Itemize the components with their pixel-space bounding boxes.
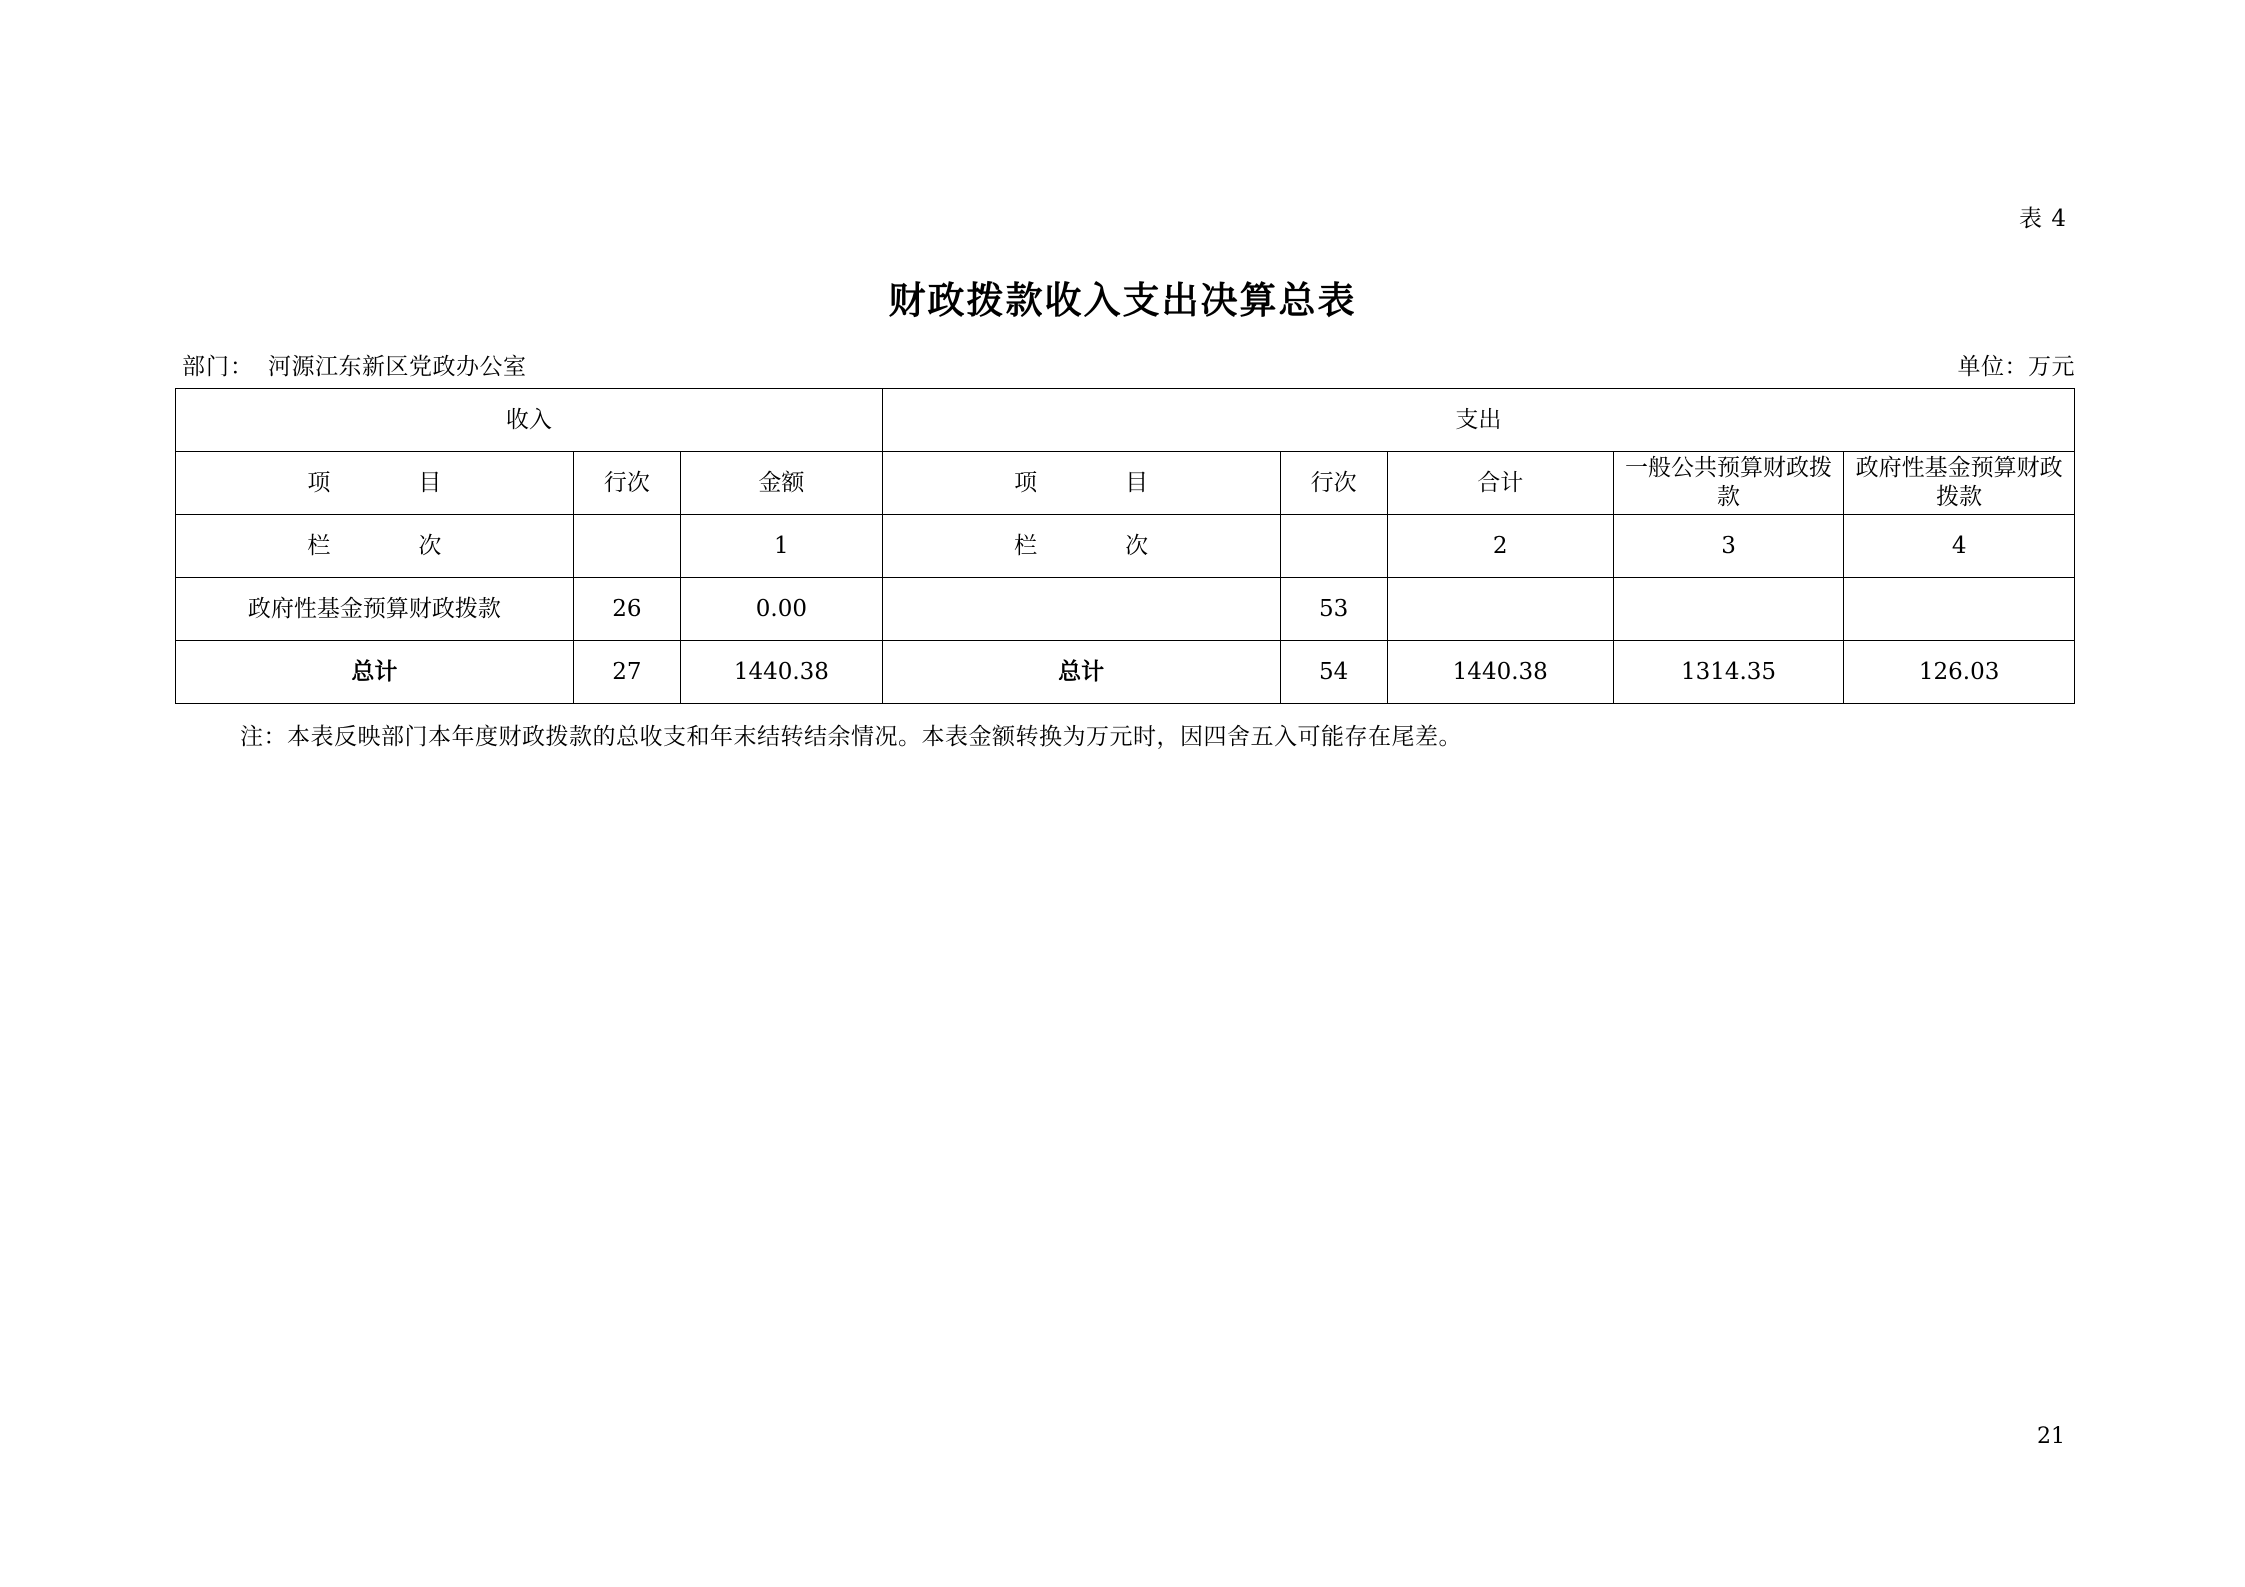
total-expenditure-total: 1440.38 [1387, 641, 1613, 704]
table-row-total [176, 641, 2075, 704]
index-general-public-budget: 3 [1613, 515, 1844, 578]
index-income-line [573, 515, 680, 578]
unit-label: 单位：万元 [1957, 354, 2075, 380]
header-expenditure-item: 项 目 [882, 452, 1280, 515]
index-expenditure-line [1280, 515, 1387, 578]
header-income-amount: 金额 [680, 452, 882, 515]
header-income-item: 项 目 [176, 452, 574, 515]
header-expenditure-line: 行次 [1280, 452, 1387, 515]
row-income-amount: 0.00 [680, 578, 882, 641]
total-expenditure-label: 总计 [882, 641, 1280, 704]
table-column-index-row [176, 515, 2075, 578]
index-expenditure-total: 2 [1387, 515, 1613, 578]
header-general-public-budget: 一般公共预算财政拨款 [1613, 452, 1844, 515]
financial-table [175, 388, 2075, 704]
total-income-label: 总计 [176, 641, 574, 704]
header-government-fund-budget: 政府性基金预算财政拨款 [1844, 452, 2075, 515]
row-income-item: 政府性基金预算财政拨款 [176, 578, 574, 641]
department-label: 部门： [182, 354, 254, 380]
table-marker: 表 4 [2019, 206, 2067, 232]
group-header-income: 收入 [176, 389, 883, 452]
index-government-fund-budget: 4 [1844, 515, 2075, 578]
row-expenditure-line: 53 [1280, 578, 1387, 641]
total-income-amount: 1440.38 [680, 641, 882, 704]
row-general-public-budget [1613, 578, 1844, 641]
row-income-line: 26 [573, 578, 680, 641]
row-expenditure-item [882, 578, 1280, 641]
index-income-amount: 1 [680, 515, 882, 578]
row-government-fund-budget [1844, 578, 2075, 641]
table-column-header-row [176, 452, 2075, 515]
header-expenditure-total: 合计 [1387, 452, 1613, 515]
total-income-line: 27 [573, 641, 680, 704]
department-line [182, 348, 527, 381]
total-general-public-budget: 1314.35 [1613, 641, 1844, 704]
group-header-expenditure: 支出 [882, 389, 2074, 452]
index-label-expenditure: 栏 次 [882, 515, 1280, 578]
page-number: 21 [2037, 1424, 2065, 1449]
row-expenditure-total [1387, 578, 1613, 641]
total-government-fund-budget: 126.03 [1844, 641, 2075, 704]
header-income-line: 行次 [573, 452, 680, 515]
table-note: 注：本表反映部门本年度财政拨款的总收支和年末结转结余情况。本表金额转换为万元时，因四舍五入可能存在尾差。 [240, 724, 1462, 750]
department-value: 河源江东新区党政办公室 [268, 354, 527, 380]
table-group-header-row [176, 389, 2075, 452]
page-title: 财政拨款收入支出决算总表 [888, 278, 1357, 322]
index-label-income: 栏 次 [176, 515, 574, 578]
table-row [176, 578, 2075, 641]
total-expenditure-line: 54 [1280, 641, 1387, 704]
